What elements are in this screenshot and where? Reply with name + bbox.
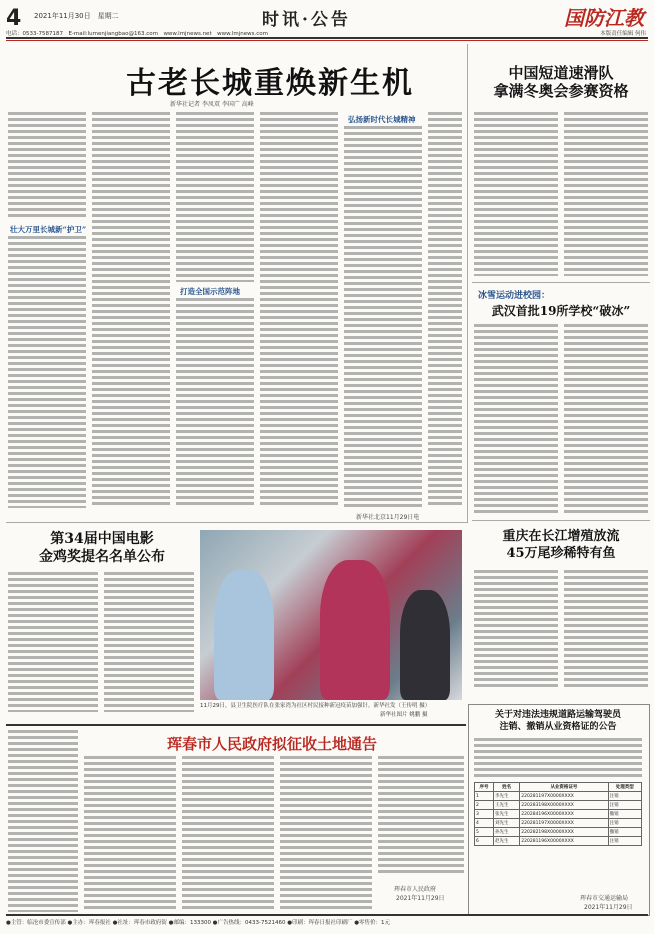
cell-name: 孙先生	[494, 828, 520, 837]
main-byline: 新华社记者 李凤双 李国广 高峰	[170, 101, 254, 108]
article-column-2	[92, 112, 170, 508]
cell-name: 李先生	[494, 792, 520, 801]
article-column-1	[8, 112, 86, 220]
photo-figure-nurse	[214, 570, 274, 700]
speed-skating-text-1	[474, 112, 558, 276]
golden-rooster-headline-line2: 金鸡奖提名名单公布	[39, 549, 165, 565]
sidebar-divider-2	[472, 520, 650, 521]
yangtze-headline	[474, 528, 648, 562]
photo-credit: 新华社图片 姚鹏 摄	[380, 712, 428, 718]
license-notice-intro	[474, 738, 642, 778]
sidebar-divider-1	[472, 282, 650, 283]
cell-action: 撤销	[608, 810, 641, 819]
table-row	[475, 792, 642, 801]
main-headline: 古老长城重焕新生机	[126, 66, 414, 101]
main-dateline: 新华社北京11月29日电	[356, 514, 420, 521]
cell-name: 刘先生	[494, 819, 520, 828]
license-notice-headline-line2: 注销、撤销从业资格证的公告	[499, 722, 617, 732]
cell-index: 4	[475, 819, 494, 828]
yangtze-text-2	[564, 570, 648, 688]
table-row	[475, 810, 642, 819]
yangtze-headline-line2: 45万尾珍稀特有鱼	[506, 546, 616, 561]
photo-figure-patient	[320, 560, 390, 700]
license-notice-headline-line1: 关于对违法违规道路运输驾驶员	[494, 710, 621, 720]
license-notice-headline	[470, 709, 646, 733]
land-notice-text-1	[84, 756, 176, 912]
yangtze-headline-line1: 重庆在长江增殖放流	[502, 529, 620, 544]
license-notice-date: 2021年11月29日	[584, 904, 633, 911]
masthead-logo: 国防江教	[564, 6, 644, 30]
article-column-1b	[8, 236, 86, 508]
license-notice-issuer: 珲春市交通运输局	[580, 895, 629, 902]
cell-index: 3	[475, 810, 494, 819]
land-notice-text-2	[182, 756, 274, 912]
speed-skating-text-2	[564, 112, 648, 276]
land-notice-issuer: 珲春市人民政府	[394, 886, 437, 893]
cell-action: 撤销	[608, 828, 641, 837]
golden-rooster-headline	[8, 530, 196, 566]
footer-rule	[6, 914, 648, 916]
photo-caption: 11月29日，县卫生院医疗队在张家湾为社区村民接种新冠疫苗加强针。新华社发（王传明 摄）	[200, 703, 431, 709]
cell-index: 6	[475, 837, 494, 846]
golden-rooster-text-1	[8, 572, 98, 712]
article-column-3b	[176, 298, 254, 508]
land-notice-rule	[6, 724, 466, 726]
license-table-th-name: 姓名	[494, 783, 520, 792]
cell-action: 注销	[608, 837, 641, 846]
yangtze-text-1	[474, 570, 558, 688]
land-notice-date: 2021年11月29日	[396, 895, 445, 902]
cell-index: 5	[475, 828, 494, 837]
winter-sports-headline: 武汉首批19所学校“破冰”	[491, 304, 631, 318]
editor-line: 本版责任编辑 何伟	[600, 31, 646, 37]
winter-sports-text-1	[474, 324, 558, 514]
article-column-3	[176, 112, 254, 282]
subhead-1: 壮大万里长城新“护卫”	[10, 225, 87, 234]
cell-cert: 220283198X0000XXXX	[520, 801, 608, 810]
cell-cert: 220281197X0000XXXX	[520, 819, 608, 828]
cell-index: 1	[475, 792, 494, 801]
vaccination-photo	[200, 530, 462, 700]
land-notice-text-lead	[8, 730, 78, 912]
license-table-th-action: 处理类型	[608, 783, 641, 792]
winter-sports-kicker: 冰雪运动进校园：	[478, 291, 551, 301]
license-table-th-index: 序号	[475, 783, 494, 792]
license-table-th-cert: 从业资格证号	[520, 783, 608, 792]
golden-rooster-headline-line1: 第34届中国电影	[50, 531, 154, 547]
middle-divider	[6, 522, 468, 523]
article-column-6	[428, 112, 462, 508]
subhead-2: 打造全国示范阵地	[180, 287, 240, 296]
article-column-4	[260, 112, 338, 508]
license-table	[474, 782, 642, 846]
cell-index: 2	[475, 801, 494, 810]
speed-skating-headline	[474, 64, 648, 100]
page-number: 4	[6, 6, 22, 31]
cell-cert: 220281197X0000XXXX	[520, 792, 608, 801]
column-divider	[467, 44, 468, 522]
land-notice-text-3	[280, 756, 372, 912]
cell-cert: 220282198X0000XXXX	[520, 828, 608, 837]
speed-skating-headline-line1: 中国短道速滑队	[508, 64, 614, 82]
header-rule-red	[6, 40, 648, 41]
land-notice-headline: 珲春市人民政府拟征收土地通告	[166, 735, 377, 753]
golden-rooster-text-2	[104, 572, 194, 712]
land-notice-text-4	[378, 756, 464, 876]
cell-name: 张先生	[494, 810, 520, 819]
table-row	[475, 828, 642, 837]
cell-action: 注销	[608, 792, 641, 801]
cell-name: 赵先生	[494, 837, 520, 846]
cell-cert: 220281196X0000XXXX	[520, 837, 608, 846]
subhead-3: 弘扬新时代长城精神	[348, 115, 416, 124]
section-title: 时讯·公告	[262, 10, 351, 30]
cell-action: 注销	[608, 819, 641, 828]
cell-action: 注销	[608, 801, 641, 810]
article-column-5	[344, 126, 422, 508]
photo-figure-bystander	[400, 590, 450, 700]
issue-date: 2021年11月30日 星期二	[34, 12, 119, 20]
table-row	[475, 801, 642, 810]
license-table-header	[475, 783, 642, 792]
contact-line: 电话：0533-7587187 E-mail:lumenjiangbao@163.com www.lmjnews.net www.lmjnews.com	[6, 31, 268, 37]
footer-info: ●主管：临沧市委宣传部 ●主办：珲春报社 ●社址：珲春市政府街 ●邮编：133300 ●广告热线：0433-7521460 ●印刷：珲春日报社印刷厂 ●零售价：1元	[6, 920, 391, 926]
cell-cert: 220284196X0000XXXX	[520, 810, 608, 819]
table-row	[475, 819, 642, 828]
winter-sports-text-2	[564, 324, 648, 514]
table-row	[475, 837, 642, 846]
speed-skating-headline-line2: 拿满冬奥会参赛资格	[493, 82, 629, 100]
header-rule	[6, 37, 648, 39]
cell-name: 王先生	[494, 801, 520, 810]
